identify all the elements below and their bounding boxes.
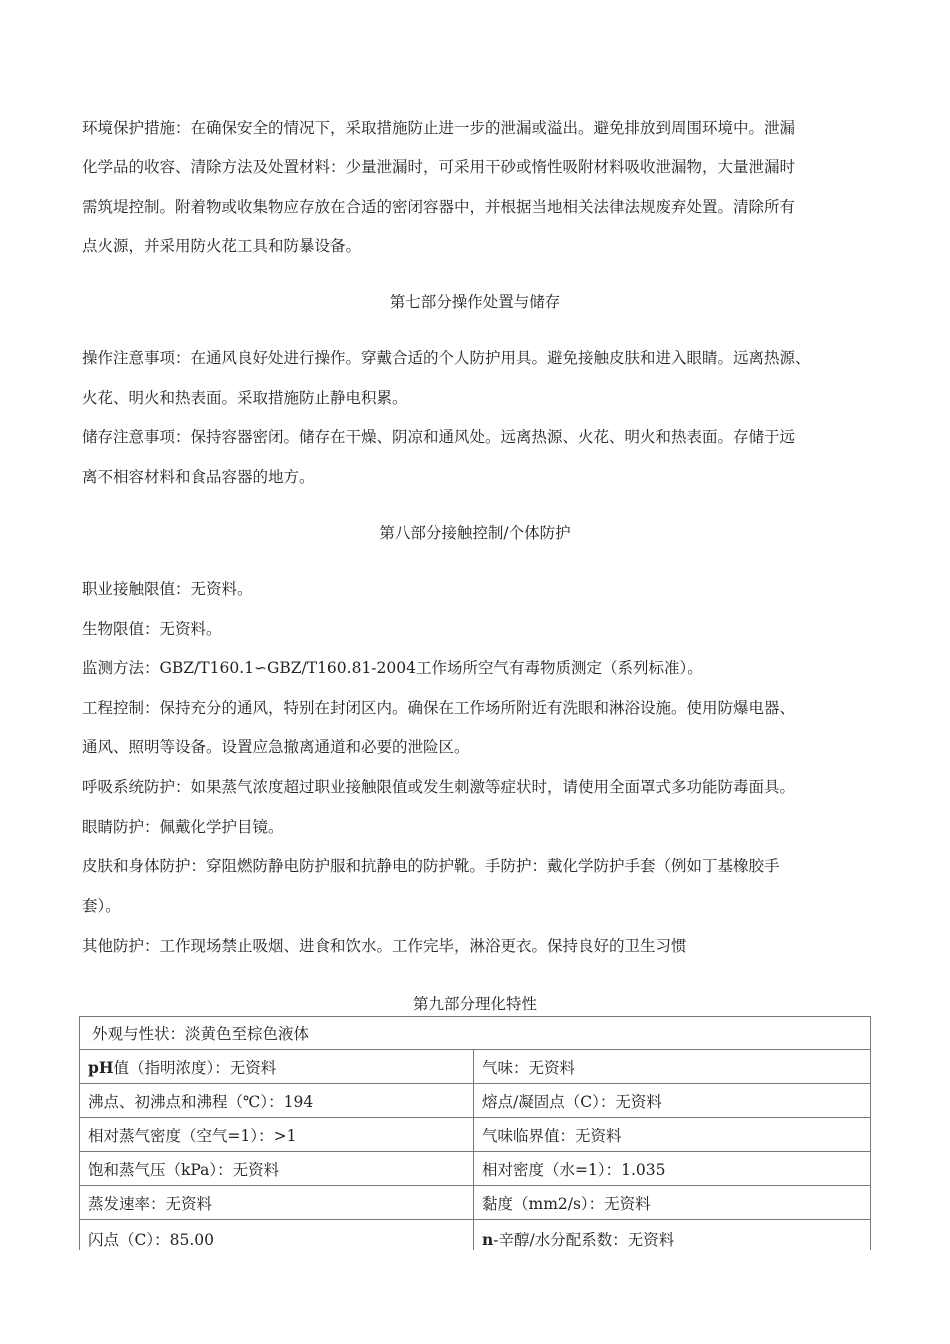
table-cell: 相对蒸气密度（空气=1）：>1	[80, 1118, 474, 1152]
table-cell: n-辛醇/水分配系数：无资料	[474, 1220, 871, 1251]
paragraph-line: 离不相容材料和食品容器的地方。	[82, 468, 315, 486]
paragraph-line: 操作注意事项：在通风良好处进行操作。穿戴合适的个人防护用具。避免接触皮肤和进入眼睛。远离热源、	[82, 349, 811, 367]
section-title-7: 第七部分操作处置与储存	[389, 293, 561, 311]
table-row	[80, 1186, 871, 1220]
table-cell: 气味临界值：无资料	[474, 1118, 871, 1152]
paragraph-line: 通风、照明等设备。设置应急撤离通道和必要的泄险区。	[82, 738, 470, 756]
paragraph-line: 皮肤和身体防护：穿阻燃防静电防护服和抗静电的防护靴。手防护：戴化学防护手套（例如丁基橡胶手	[82, 857, 780, 875]
paragraph-line: 点火源，并采用防火花工具和防暴设备。	[82, 237, 362, 255]
paragraph-line: 眼睛防护：佩戴化学护目镜。	[82, 818, 284, 836]
table-row	[80, 1118, 871, 1152]
table-row	[80, 1220, 871, 1251]
paragraph-line: 套）。	[82, 897, 121, 915]
appearance-cell: 外观与性状：淡黄色至棕色液体	[80, 1017, 871, 1050]
table-cell: 闪点（C）：85.00	[80, 1220, 474, 1251]
section-title-8: 第八部分接触控制/个体防护	[379, 524, 571, 542]
table-row	[80, 1152, 871, 1186]
table-cell: pH值（指明浓度）：无资料	[80, 1050, 474, 1084]
table-cell: 蒸发速率：无资料	[80, 1186, 474, 1220]
paragraph-line: 环境保护措施：在确保安全的情况下，采取措施防止进一步的泄漏或溢出。避免排放到周围环境中。泄漏	[82, 119, 796, 137]
table-row	[80, 1017, 871, 1050]
table-cell: 气味：无资料	[474, 1050, 871, 1084]
paragraph-line: 监测方法：GBZ/T160.1∽GBZ/T160.81-2004工作场所空气有毒物质测定（系列标准）。	[82, 659, 703, 677]
section-title-9: 第九部分理化特性	[412, 995, 537, 1013]
table-row	[80, 1084, 871, 1118]
table-cell: 沸点、初沸点和沸程（℃）：194	[80, 1084, 474, 1118]
paragraph-line: 火花、明火和热表面。采取措施防止静电积累。	[82, 389, 408, 407]
paragraph-line: 职业接触限值：无资料。	[82, 580, 253, 598]
paragraph-line: 呼吸系统防护：如果蒸气浓度超过职业接触限值或发生刺激等症状时，请使用全面罩式多功能防毒面具。	[82, 778, 796, 796]
table-cell: 熔点/凝固点（C）：无资料	[474, 1084, 871, 1118]
paragraph-line: 生物限值：无资料。	[82, 620, 222, 638]
table-cell: 黏度（mm2/s）：无资料	[474, 1186, 871, 1220]
paragraph-line: 需筑堤控制。附着物或收集物应存放在合适的密闭容器中，并根据当地相关法律法规废弃处置。清除所有	[82, 198, 796, 216]
paragraph-line: 化学品的收容、清除方法及处置材料：少量泄漏时，可采用干砂或惰性吸附材料吸收泄漏物，大量泄漏时	[82, 158, 796, 176]
table-cell: 饱和蒸气压（kPa）：无资料	[80, 1152, 474, 1186]
table-cell: 相对密度（水=1）：1.035	[474, 1152, 871, 1186]
paragraph-line: 储存注意事项：保持容器密闭。储存在干燥、阴凉和通风处。远离热源、火花、明火和热表面。存储于远	[82, 428, 796, 446]
paragraph-line: 工程控制：保持充分的通风，特别在封闭区内。确保在工作场所附近有洗眼和淋浴设施。使用防爆电器、	[82, 699, 796, 717]
properties-table	[79, 1016, 871, 1250]
paragraph-line: 其他防护：工作现场禁止吸烟、进食和饮水。工作完毕，淋浴更衣。保持良好的卫生习惯	[82, 937, 687, 955]
table-row	[80, 1050, 871, 1084]
